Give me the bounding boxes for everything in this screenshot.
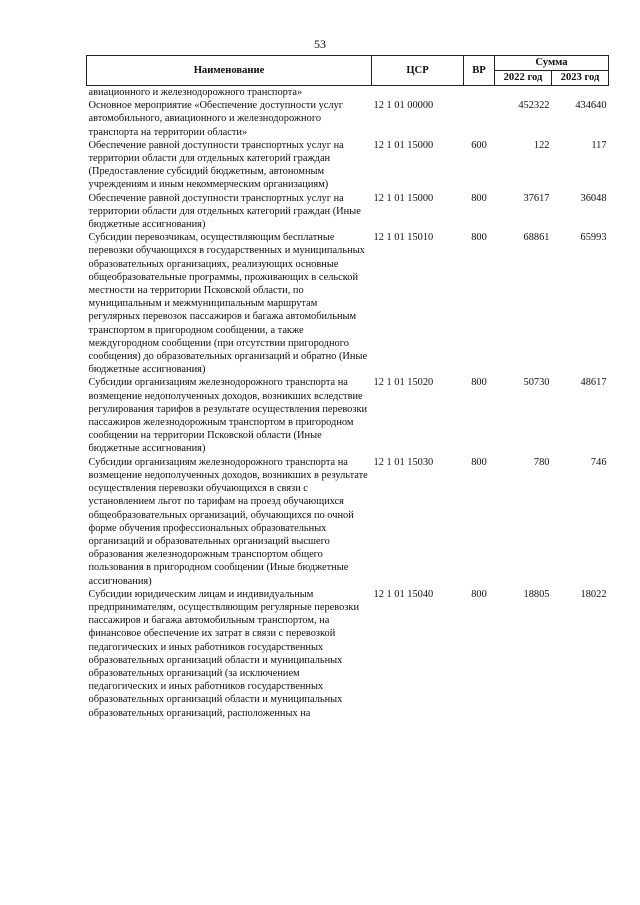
table-row — [87, 139, 609, 192]
row-2023: 746 — [590, 456, 607, 468]
header-year-2023: 2023 год — [552, 71, 609, 86]
table-row — [87, 99, 609, 139]
row-2023: 36048 — [580, 192, 607, 204]
row-name: Основное мероприятие «Обеспечение доступности услуг автомобильного, авиационного и железнодорожного транспорта на территории области» — [88, 100, 344, 138]
row-name: Субсидии перевозчикам, осуществляющим бесплатные перевозки обучающихся в государственных и муниципальных образовательных организациях, реализующих основные общеобразовательные программы, проживающих в сельской местности на территории Псковской области, по муниципальным и межмуниципальным маршрутам регулярных перевозок пассажиров и багажа автомобильным транспортом в пригородном сообщении, а также междугородном сообщении (при отсутствии пригородного сообщения) до образовательных организаций и обратно (Иные бюджетные ассигнования) — [88, 232, 368, 376]
table-row — [87, 376, 609, 455]
table-row — [87, 231, 609, 376]
row-2022: 452322 — [518, 100, 550, 112]
row-2022: 18805 — [523, 588, 550, 600]
row-vr: 800 — [471, 377, 487, 389]
row-csr: 12 1 01 15030 — [373, 456, 434, 468]
row-name: Субсидии организациям железнодорожного транспорта на возмещение недополученных доходов, возникших вследствие регулирования тарифов в результате осуществления перевозки пассажиров железнодорожным транспортом в пригородном сообщении на территории Псковской области (Иные бюджетные ассигнования) — [88, 377, 368, 455]
table-row — [87, 588, 609, 720]
row-name: Обеспечение равной доступности транспортных услуг на территории области для отдельных категорий граждан (Предоставление субсидий бюджетным, автономным учреждениям и иным некоммерческим организациям) — [88, 139, 344, 191]
row-vr: 800 — [471, 456, 487, 468]
row-2023: 117 — [591, 139, 607, 151]
row-2023: 48617 — [580, 377, 607, 389]
row-2022 — [495, 86, 552, 100]
row-name: Обеспечение равной доступности транспортных услуг на территории области для отдельных категорий граждан (Иные бюджетные ассигнования) — [88, 192, 361, 231]
row-csr — [372, 86, 464, 100]
row-vr: 600 — [471, 139, 487, 151]
row-2022: 50730 — [523, 377, 550, 389]
header-year-2022: 2022 год — [495, 71, 552, 86]
header-name: Наименование — [87, 56, 372, 86]
row-2023: 434640 — [575, 100, 607, 112]
row-csr: 12 1 01 15010 — [373, 232, 434, 244]
row-2022: 122 — [533, 139, 550, 151]
row-2023: 18022 — [580, 588, 607, 600]
row-name: авиационного и железнодорожного транспорта» — [88, 87, 303, 98]
row-vr: 800 — [471, 588, 487, 600]
row-2022: 780 — [533, 456, 550, 468]
row-2022: 37617 — [523, 192, 550, 204]
row-name: Субсидии организациям железнодорожного транспорта на возмещение недополученных доходов, возникших в результате осуществления перевозки обучающихся в связи с установлением льгот по тарифам на проезд обучающихся общеобразовательных организаций, обучающихся по очной форме обучения профессиональных образовательных организаций и образовательных организаций высшего образования железнодорожным транспортом общего пользования в пригородном сообщении (Иные бюджетные ассигнования) — [88, 456, 368, 587]
table-row — [87, 192, 609, 232]
row-2023 — [552, 86, 609, 100]
row-vr: 800 — [471, 232, 487, 244]
header-sum: Сумма — [495, 56, 609, 71]
header-vr: ВР — [464, 56, 495, 86]
row-csr: 12 1 01 15000 — [373, 139, 434, 151]
header-csr: ЦСР — [372, 56, 464, 86]
row-csr: 12 1 01 00000 — [373, 100, 434, 112]
table-row — [87, 456, 609, 588]
row-2022: 68861 — [523, 232, 550, 244]
row-vr — [464, 99, 495, 139]
row-csr: 12 1 01 15020 — [373, 377, 434, 389]
row-csr: 12 1 01 15000 — [373, 192, 434, 204]
budget-table — [86, 55, 609, 720]
table-row — [87, 86, 609, 100]
row-vr — [464, 86, 495, 100]
row-vr: 800 — [471, 192, 487, 204]
row-csr: 12 1 01 15040 — [373, 588, 434, 600]
row-2023: 65993 — [580, 232, 607, 244]
row-name: Субсидии юридическим лицам и индивидуальным предпринимателям, осуществляющим регулярные перевозки пассажиров и багажа автомобильным транспортом, на финансовое обеспечение их затрат в связи с перевозкой педагогических и иных работников государственных образовательных организаций области и муниципальных образовательных организаций (за исключением педагогических и иных работников государственных образовательных организаций области и муниципальных образовательных организаций, расположенных на — [88, 588, 360, 719]
page-number: 53 — [314, 37, 326, 51]
